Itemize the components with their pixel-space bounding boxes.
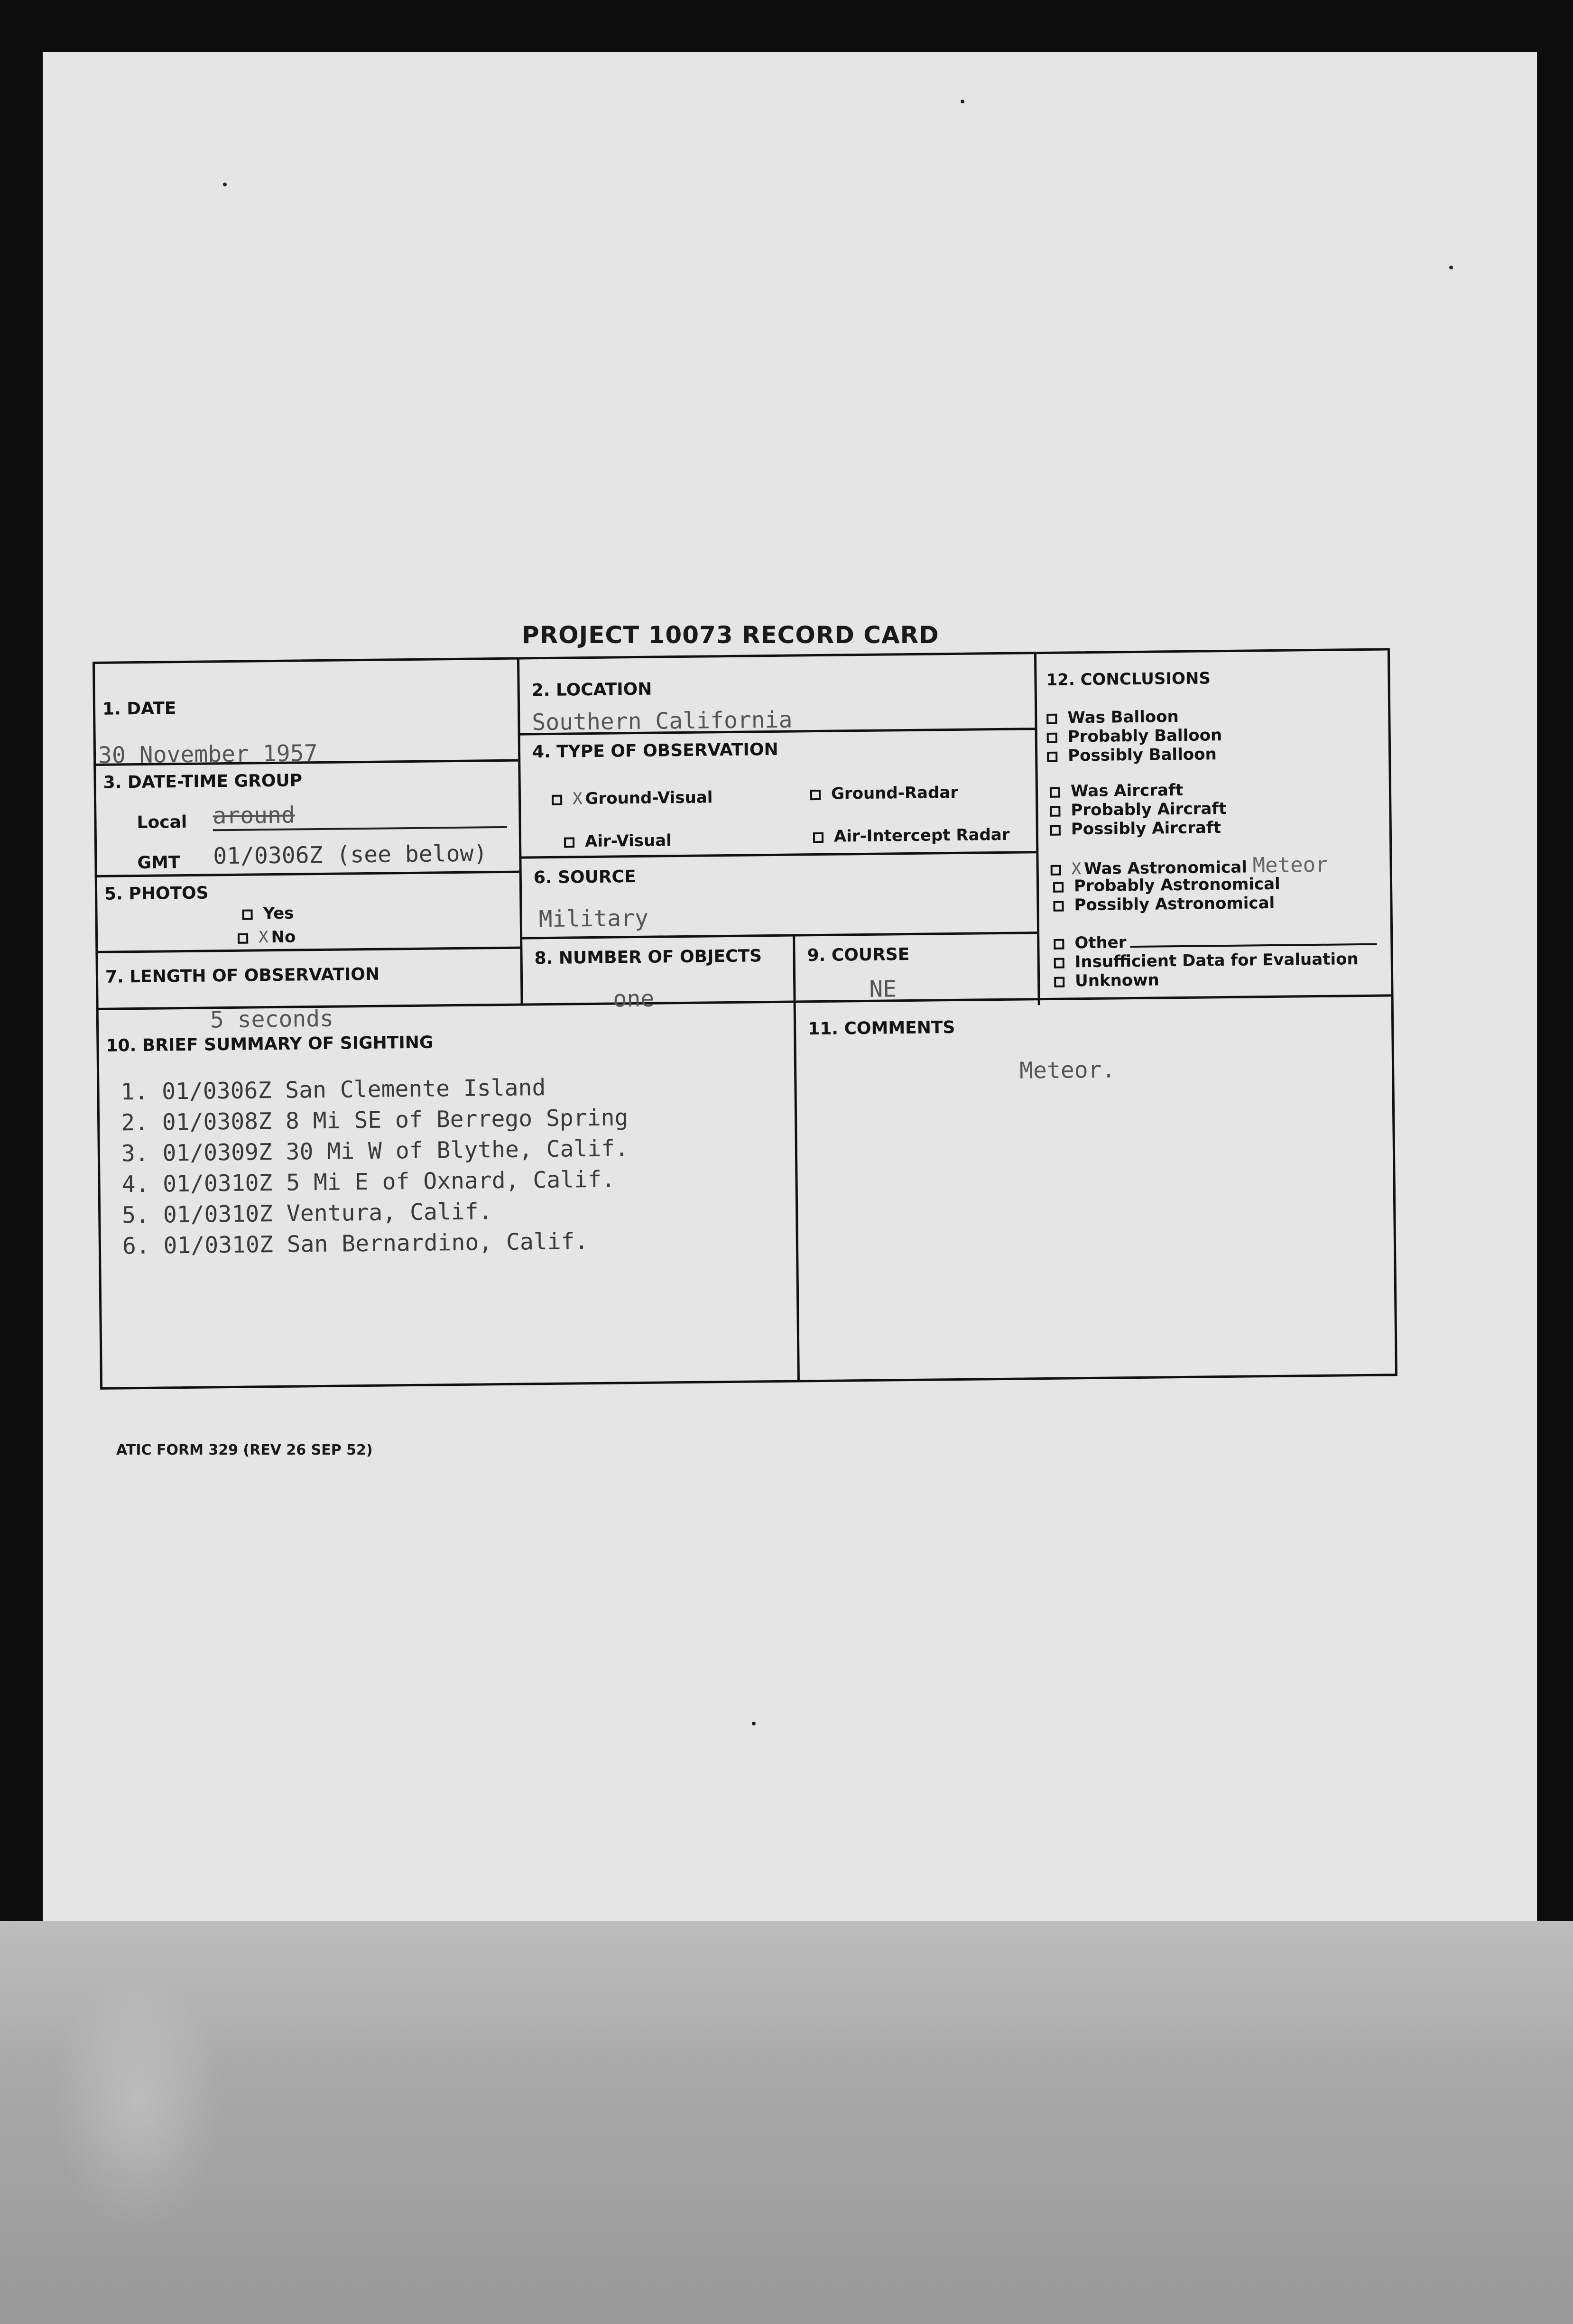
gmt-label: GMT	[137, 853, 180, 873]
scan-smudge	[52, 1968, 223, 2234]
speck	[1449, 266, 1453, 269]
air-visual-option	[564, 831, 672, 851]
location-label: 2. LOCATION	[531, 679, 652, 701]
photos-no-option	[238, 928, 296, 947]
source-value: Military	[538, 904, 649, 933]
conclusion-label: Probably Balloon	[1067, 726, 1222, 747]
other-line	[1130, 943, 1377, 948]
conclusion-label: Probably Astronomical	[1073, 874, 1280, 896]
form-id: ATIC FORM 329 (REV 26 SEP 52)	[116, 1442, 373, 1458]
photos-yes-label: Yes	[263, 904, 294, 923]
summary-line: 3. 01/0309Z 30 Mi W of Blythe, Calif.	[121, 1135, 629, 1167]
conclusion-option	[1054, 970, 1159, 990]
checkbox-icon	[810, 789, 821, 800]
checkbox-icon	[1054, 977, 1064, 987]
conclusion-label: Unknown	[1074, 970, 1159, 991]
conclusion-label: Possibly Balloon	[1067, 745, 1217, 765]
checkbox-icon	[242, 909, 252, 920]
conclusion-option	[1047, 726, 1222, 747]
conclusion-option	[1050, 818, 1221, 839]
conclusion-option	[1053, 894, 1275, 915]
course-value: NE	[869, 976, 897, 1003]
checkbox-icon	[238, 933, 248, 943]
conclusion-option	[1053, 875, 1280, 896]
checkbox-icon	[552, 794, 562, 805]
conclusion-label: Was Aircraft	[1070, 780, 1184, 801]
air-visual-label: Air-Visual	[584, 831, 672, 851]
conclusion-label: Probably Aircraft	[1071, 799, 1227, 820]
checkbox-icon	[1051, 865, 1061, 875]
checkbox-icon	[813, 832, 824, 842]
summary-line: 2. 01/0308Z 8 Mi SE of Berrego Spring	[120, 1104, 629, 1136]
ground-radar-option	[810, 783, 958, 803]
check-mark: X	[572, 789, 583, 809]
checkbox-icon	[1046, 713, 1057, 724]
summary-line: 6. 01/0310Z San Bernardino, Calif.	[122, 1228, 589, 1260]
checkbox-icon	[1047, 732, 1057, 743]
summary-line: 5. 01/0310Z Ventura, Calif.	[121, 1198, 492, 1229]
conclusions-label: 12. CONCLUSIONS	[1046, 669, 1211, 690]
conclusion-label: Insufficient Data for Evaluation	[1074, 950, 1359, 972]
photos-yes-option	[242, 904, 294, 923]
length-value: 5 seconds	[210, 1005, 334, 1033]
comments-value: Meteor.	[1019, 1056, 1116, 1084]
speck	[223, 183, 227, 186]
air-intercept-radar-option	[813, 825, 1010, 846]
summary-label: 10. BRIEF SUMMARY OF SIGHTING	[106, 1033, 434, 1056]
checkbox-icon	[1053, 901, 1064, 911]
location-value: Southern California	[532, 706, 793, 736]
speck	[752, 1722, 756, 1725]
summary-line: 4. 01/0310Z 5 Mi E of Oxnard, Calif.	[121, 1166, 616, 1198]
date-time-group-label: 3. DATE-TIME GROUP	[103, 771, 303, 793]
checkbox-icon	[1054, 958, 1064, 968]
checkbox-icon	[1050, 806, 1060, 816]
ground-radar-label: Ground-Radar	[831, 783, 959, 803]
astronomical-note: Meteor	[1252, 852, 1328, 878]
card-title: PROJECT 10073 RECORD CARD	[522, 621, 939, 649]
checkbox-icon	[1050, 825, 1061, 835]
date-label: 1. DATE	[102, 699, 176, 719]
summary-line: 1. 01/0306Z San Clemente Island	[120, 1074, 546, 1106]
conclusion-option	[1046, 707, 1179, 728]
record-card	[93, 648, 1428, 1397]
length-label: 7. LENGTH OF OBSERVATION	[105, 964, 380, 987]
checkbox-icon	[1050, 787, 1060, 797]
checkbox-icon	[1047, 751, 1057, 762]
number-of-objects-label: 8. NUMBER OF OBJECTS	[534, 946, 762, 968]
date-value: 30 November 1957	[98, 740, 318, 769]
ground-visual-label: Ground-Visual	[585, 788, 713, 809]
conclusion-label: Was Balloon	[1067, 707, 1179, 728]
scan-bottom-band	[0, 1921, 1573, 2324]
type-of-observation-label: 4. TYPE OF OBSERVATION	[532, 739, 778, 762]
checkbox-icon	[1054, 939, 1064, 949]
speck	[961, 100, 964, 103]
local-value: around	[213, 800, 507, 831]
checkbox-icon	[564, 837, 574, 848]
conclusion-label: Possibly Astronomical	[1074, 893, 1275, 915]
conclusion-label: Was Astronomical	[1083, 858, 1248, 879]
conclusion-option	[1050, 799, 1226, 820]
check-mark: X	[258, 928, 268, 947]
conclusion-label: Possibly Aircraft	[1071, 818, 1221, 839]
conclusion-option	[1047, 745, 1217, 765]
number-of-objects-value: one	[613, 985, 655, 1013]
conclusion-option	[1054, 950, 1359, 972]
source-label: 6. SOURCE	[533, 867, 636, 888]
photos-no-label: No	[271, 927, 296, 947]
checkbox-icon	[1053, 882, 1064, 892]
conclusion-option	[1050, 781, 1183, 801]
conclusion-option	[1054, 931, 1377, 953]
air-intercept-radar-label: Air-Intercept Radar	[833, 825, 1010, 846]
course-label: 9. COURSE	[807, 944, 910, 966]
conclusion-label: Other	[1074, 933, 1127, 953]
gmt-value: 01/0306Z (see below)	[213, 840, 488, 870]
ground-visual-option	[552, 788, 713, 809]
photos-label: 5. PHOTOS	[104, 883, 209, 904]
comments-label: 11. COMMENTS	[807, 1018, 955, 1039]
local-label: Local	[137, 812, 187, 833]
check-mark: X	[1071, 859, 1082, 879]
